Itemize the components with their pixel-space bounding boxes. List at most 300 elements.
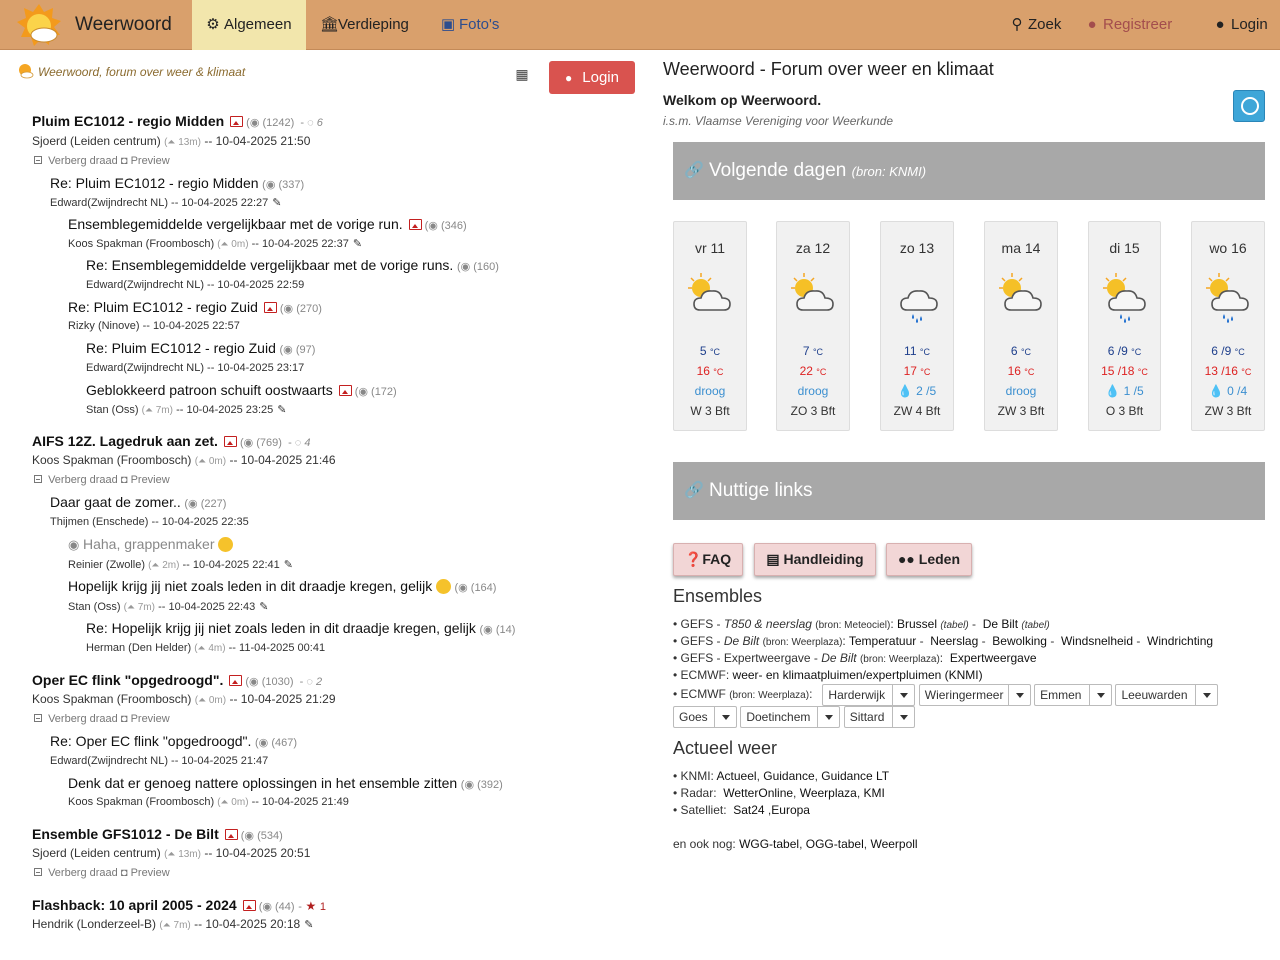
top-navbar <box>0 0 1280 50</box>
drop-icon: 💧 <box>897 384 913 398</box>
collapse-icon <box>34 714 42 722</box>
link-temperatuur[interactable]: Temperatuur <box>848 634 917 648</box>
reply-title[interactable]: Re: Ensemblegemiddelde vergelijkbaar met de vorige runs. <box>86 257 454 273</box>
drop-icon: 💧 <box>1105 384 1121 398</box>
nav-register-label: Registreer <box>1103 16 1173 33</box>
gefs-expert-line: • GEFS - Expertweergave - De Bilt (bron: Weerplaza): Expertweergave <box>673 651 1037 665</box>
ecmwf-select-line-2 <box>673 706 915 728</box>
link-icon: 🔗 <box>684 162 704 179</box>
wind: ZO 3 Bft <box>790 404 836 418</box>
gefs-location: De Bilt <box>723 634 760 648</box>
gefs-label: • GEFS - Expertweergave - <box>673 651 822 665</box>
thread-controls <box>34 474 170 486</box>
forecast-source: (bron: KNMI) <box>851 164 927 179</box>
gefs-location: De Bilt <box>821 651 857 665</box>
reply-row[interactable] <box>68 536 233 553</box>
collapse-icon <box>34 868 42 876</box>
post-meta <box>86 642 325 654</box>
login-button[interactable] <box>549 61 635 94</box>
collapse-icon <box>34 475 42 483</box>
members-label: Leden <box>918 551 961 567</box>
ecmwf-label: • ECMWF: <box>673 668 730 682</box>
view-count: (◉ (769) <box>239 437 282 449</box>
comment-count: - ◌ 6 <box>294 117 323 129</box>
post-date: -- 10-04-2025 23:17 <box>207 362 305 374</box>
precipitation: droog <box>1005 384 1037 398</box>
link-guidance-lt[interactable]: Guidance LT <box>821 769 890 783</box>
nav-search-label: Zoek <box>1028 16 1062 33</box>
reply-row[interactable] <box>86 382 397 398</box>
knmi-line: • KNMI: Actueel, Guidance, Guidance LT <box>673 769 890 783</box>
gefs-label: • GEFS - <box>673 634 724 648</box>
site-subtitle-text: Weerwoord, forum over weer & klimaat <box>38 65 246 79</box>
sun-small-icon <box>16 62 34 80</box>
nav-login-label: Login <box>1231 16 1268 33</box>
links-title: Nuttige links <box>709 480 813 501</box>
gefs-t850-line: • GEFS - T850 & neerslag (bron: Meteociel): Brussel (tabel) - De Bilt (tabel) <box>673 617 1050 631</box>
post-date: -- 10-04-2025 22:35 <box>151 516 249 528</box>
rank: (⏶ 7m) <box>123 602 155 613</box>
temp-min: 6 /9 °C <box>1107 344 1142 358</box>
reply-row[interactable] <box>68 216 467 232</box>
forecast-day <box>1191 221 1265 431</box>
hide-thread-link[interactable]: Verberg draad <box>48 867 118 879</box>
author[interactable]: Sjoerd (Leiden centrum) <box>32 846 161 860</box>
post-date: -- 10-04-2025 23:25 <box>176 404 274 416</box>
author[interactable]: Herman (Den Helder) <box>86 642 192 654</box>
hidden-eye-icon: ◉ <box>68 537 80 552</box>
rank: (⏶ 7m) <box>159 920 191 931</box>
rank: (⏶ 0m) <box>194 456 227 467</box>
temp-max: 13 /16 °C <box>1204 364 1252 378</box>
post-meta <box>86 362 304 374</box>
link-expertweergave[interactable]: Expertweergave <box>949 651 1037 665</box>
ecmwf-knmi-line <box>673 668 983 682</box>
author[interactable]: Reinier (Zwolle) <box>68 559 146 571</box>
post-date: -- 10-04-2025 22:57 <box>142 320 240 332</box>
reply-row[interactable] <box>50 733 297 749</box>
picture-icon <box>409 219 422 230</box>
temp-max: 22 °C <box>799 364 827 378</box>
also-line: en ook nog: WGG-tabel, OGG-tabel, Weerpoll <box>673 837 918 851</box>
gear-icon: ⚙ <box>206 16 220 33</box>
chevron-down-icon <box>1089 685 1111 705</box>
thread-title[interactable]: Oper EC flink "opgedroogd". <box>32 672 224 688</box>
post-date: -- 10-04-2025 22:59 <box>207 279 305 291</box>
post-meta <box>68 237 362 250</box>
user-icon: ● <box>565 71 573 85</box>
author[interactable]: Koos Spakman (Froombosch) <box>32 453 192 467</box>
select-goes[interactable] <box>673 706 737 728</box>
picture-icon <box>230 116 243 127</box>
rank: (⏶ 4m) <box>194 643 226 654</box>
edit-icon[interactable]: ✎ <box>352 238 363 250</box>
comment-count: - ◌ 2 <box>293 676 323 688</box>
temp-min: 6 °C <box>1010 344 1032 358</box>
user-icon: ● <box>1087 16 1097 33</box>
precipitation: 💧 0 /4 <box>1208 384 1248 398</box>
select-value: Wieringermeer <box>924 688 1004 702</box>
reply-title[interactable]: Denk dat er genoeg nattere oplossingen in het ensemble zitten <box>68 775 458 791</box>
chevron-down-icon <box>892 707 914 727</box>
wind: ZW 3 Bft <box>997 404 1045 418</box>
link-wgg-tabel[interactable]: WGG-tabel <box>739 837 800 851</box>
view-count: (◉ (14) <box>479 624 516 636</box>
book-icon: ▤ <box>766 551 784 567</box>
satelliet-line: • Satelliet: Sat24 ,Europa <box>673 803 810 817</box>
gefs-debilt-line: • GEFS - De Bilt (bron: Weerplaza): Temperatuur - Neerslag - Bewolking - Windsnelheid - Windrichting <box>673 634 1214 648</box>
post-meta <box>68 320 240 332</box>
select-value: Emmen <box>1040 688 1082 702</box>
rank: (⏶ 2m) <box>148 560 180 571</box>
university-icon: 🏛 <box>320 16 340 33</box>
view-count: (◉ (1242) <box>246 117 295 129</box>
thread-title-row[interactable] <box>32 826 283 842</box>
knmi-label: • KNMI: <box>673 769 714 783</box>
post-date: -- 10-04-2025 21:29 <box>229 692 336 706</box>
gefs-param: T850 & neerslag <box>723 617 812 631</box>
edit-icon[interactable]: ✎ <box>304 919 314 931</box>
link-weerplaza[interactable]: Weerplaza <box>799 786 857 800</box>
nav-fotos-label: Foto's <box>459 16 500 33</box>
reply-row[interactable] <box>68 299 322 315</box>
author[interactable]: Stan (Oss) <box>86 404 139 416</box>
reply-row[interactable] <box>68 578 496 594</box>
chevron-down-icon <box>1008 685 1030 705</box>
login-button-label: Login <box>582 69 619 86</box>
link-sat24[interactable]: Sat24 <box>733 803 765 817</box>
nav-algemeen[interactable] <box>192 0 306 50</box>
calendar-icon[interactable]: ▦ <box>515 66 529 82</box>
post-meta <box>68 796 349 808</box>
thread-title[interactable]: AIFS 12Z. Lagedruk aan zet. <box>32 433 218 449</box>
post-meta <box>86 279 304 291</box>
select-value: Sittard <box>849 710 885 724</box>
user-icon: ● <box>1215 16 1225 33</box>
thread-title-row[interactable] <box>32 113 323 129</box>
reply-title[interactable]: Geblokkeerd patroon schuift oostwaarts <box>86 382 333 398</box>
thread-title[interactable]: Pluim EC1012 - regio Midden <box>32 113 225 129</box>
preview-link[interactable]: Preview <box>130 155 170 167</box>
author[interactable]: Edward(Zwijndrecht NL) <box>86 362 204 374</box>
picture-icon <box>229 675 242 686</box>
reply-title[interactable]: Re: Pluim EC1012 - regio Zuid <box>68 299 258 315</box>
reply-row[interactable] <box>68 775 503 791</box>
picture-icon <box>224 436 237 447</box>
picture-icon <box>243 900 256 911</box>
hide-thread-link[interactable]: Verberg draad <box>48 713 118 725</box>
author[interactable]: Stan (Oss) <box>68 601 121 613</box>
select-value: Leeuwarden <box>1121 688 1188 702</box>
edit-icon[interactable]: ✎ <box>277 404 287 416</box>
post-date: -- 10-04-2025 21:50 <box>204 134 311 148</box>
link-ecmwf-pluimen[interactable]: weer- en klimaatpluimen/expertpluimen (KNMI) <box>732 668 983 682</box>
post-date: -- 10-04-2025 22:43 <box>158 601 256 613</box>
forecast-title: Volgende dagen <box>709 160 847 181</box>
select-value: Goes <box>679 710 708 724</box>
link-icon: 🔗 <box>684 482 704 499</box>
gefs-label: • GEFS - <box>673 617 724 631</box>
author[interactable]: Koos Spakman (Froombosch) <box>68 238 215 250</box>
search-icon: ⚲ <box>1011 16 1023 33</box>
link-debilt[interactable]: De Bilt <box>982 617 1019 631</box>
precipitation: 💧 1 /5 <box>1105 384 1144 398</box>
author[interactable]: Edward(Zwijndrecht NL) <box>50 197 168 209</box>
reply-title[interactable]: Ensemblegemiddelde vergelijkbaar met de vorige run. <box>68 216 403 232</box>
manual-label: Handleiding <box>783 551 864 567</box>
view-count: (◉ (346) <box>424 220 467 232</box>
preview-link[interactable]: Preview <box>130 713 170 725</box>
also-label: en ook nog: <box>673 837 736 851</box>
wind: W 3 Bft <box>690 404 730 418</box>
twitter-icon[interactable] <box>1233 90 1265 122</box>
view-count: (◉ (392) <box>460 779 503 791</box>
preview-link[interactable]: Preview <box>130 474 170 486</box>
view-count: (◉ (534) <box>240 830 283 842</box>
author[interactable]: Koos Spakman (Froombosch) <box>68 796 215 808</box>
author[interactable]: Edward(Zwijndrecht NL) <box>50 755 168 767</box>
chevron-down-icon <box>1195 685 1217 705</box>
members-button[interactable] <box>886 543 972 576</box>
day-name: zo 13 <box>899 240 935 256</box>
forecast-day <box>880 221 954 431</box>
view-count: (◉ (160) <box>456 261 499 273</box>
thread-controls <box>34 867 170 879</box>
link-guidance[interactable]: Guidance <box>763 769 815 783</box>
preview-icon: ◘ <box>120 713 128 725</box>
radar-line: • Radar: WetterOnline, Weerplaza, KMI <box>673 786 885 800</box>
temp-max: 15 /18 °C <box>1101 364 1148 378</box>
nav-algemeen-label: Algemeen <box>224 16 292 33</box>
post-meta <box>50 196 282 209</box>
link-windsnelheid[interactable]: Windsnelheid <box>1060 634 1134 648</box>
post-date: -- 10-04-2025 22:37 <box>251 238 349 250</box>
hide-thread-link[interactable]: Verberg draad <box>48 474 118 486</box>
reply-row[interactable] <box>86 620 515 636</box>
nav-search[interactable] <box>996 0 1075 50</box>
comment-count: - ◌ 4 <box>281 437 311 449</box>
thread-title-row[interactable] <box>32 433 311 449</box>
post-meta <box>68 600 269 613</box>
faq-button[interactable] <box>673 543 743 576</box>
source-note: (bron: Meteociel) <box>815 620 891 631</box>
reply-title[interactable]: Re: Hopelijk krijg jij niet zoals leden in dit draadje kregen, gelijk <box>86 620 476 636</box>
view-count: (◉ (467) <box>255 737 298 749</box>
precipitation: 💧 2 /5 <box>897 384 937 398</box>
reply-title[interactable]: Re: Pluim EC1012 - regio Zuid <box>86 340 276 356</box>
view-count: (◉ (227) <box>184 498 227 510</box>
reply-title[interactable]: Haha, grappenmaker <box>82 536 215 552</box>
ecmwf-select-line: • ECMWF (bron: Weerplaza): Harderwijk Wieringermeer Emmen Leeuwarden <box>673 684 1218 706</box>
post-meta <box>32 134 310 148</box>
temp-min: 5 °C <box>699 344 721 358</box>
welcome-text: Welkom op Weerwoord. <box>663 92 822 108</box>
radar-label: • Radar: <box>673 786 717 800</box>
post-date: -- 10-04-2025 22:27 <box>171 197 269 209</box>
reply-row[interactable] <box>50 494 226 510</box>
post-meta <box>50 755 268 767</box>
select-emmen[interactable] <box>1034 684 1112 706</box>
picture-icon: ▣ <box>441 16 456 33</box>
satelliet-label: • Satelliet: <box>673 803 727 817</box>
rank: (⏶ 0m) <box>217 239 249 250</box>
preview-icon: ◘ <box>120 155 128 167</box>
link-actueel[interactable]: Actueel <box>716 769 757 783</box>
select-wieringermeer[interactable] <box>919 684 1031 706</box>
link-brussel-table[interactable]: (tabel) <box>940 620 969 631</box>
select-sittard[interactable] <box>844 706 915 728</box>
precipitation: droog <box>694 384 726 398</box>
view-count: (◉ (164) <box>454 582 497 594</box>
select-leeuwarden[interactable] <box>1115 684 1218 706</box>
day-name: wo 16 <box>1209 240 1247 256</box>
link-bewolking[interactable]: Bewolking <box>992 634 1047 648</box>
thread-title-row[interactable] <box>32 672 322 688</box>
link-wetteronline[interactable]: WetterOnline <box>723 786 794 800</box>
post-date: -- 10-04-2025 21:47 <box>171 755 269 767</box>
picture-icon <box>225 829 238 840</box>
select-doetinchem[interactable] <box>740 706 840 728</box>
wind: ZW 4 Bft <box>893 404 941 418</box>
actueel-heading: Actueel weer <box>673 738 778 758</box>
post-meta <box>32 846 310 860</box>
post-date: -- 10-04-2025 22:41 <box>182 559 280 571</box>
chevron-down-icon <box>817 707 839 727</box>
forecast-day <box>984 221 1058 431</box>
nav-fotos[interactable] <box>427 0 513 50</box>
brand-name[interactable]: Weerwoord <box>75 14 172 35</box>
precipitation: droog <box>797 384 829 398</box>
temp-min: 7 °C <box>802 344 824 358</box>
link-windrichting[interactable]: Windrichting <box>1147 634 1214 648</box>
preview-icon: ◘ <box>120 867 128 879</box>
view-count: (◉ (337) <box>262 179 305 191</box>
day-name: ma 14 <box>1001 240 1041 256</box>
site-subtitle <box>16 62 245 80</box>
link-ogg-tabel[interactable]: OGG-tabel <box>805 837 864 851</box>
temp-max: 16 °C <box>696 364 724 378</box>
reply-row[interactable] <box>50 175 304 191</box>
author[interactable]: Edward(Zwijndrecht NL) <box>86 279 204 291</box>
star-count: 1 <box>319 901 327 913</box>
separator: - <box>298 901 302 913</box>
post-meta <box>32 453 336 467</box>
sun-logo-icon[interactable] <box>16 2 62 48</box>
select-harderwijk[interactable] <box>822 684 915 706</box>
star-icon: ★ <box>305 899 317 913</box>
reply-title[interactable]: Re: Oper EC flink "opgedroogd". <box>50 733 252 749</box>
temp-max: 17 °C <box>903 364 931 378</box>
edit-icon[interactable]: ✎ <box>272 197 282 209</box>
question-icon: ❓ <box>684 551 703 567</box>
author[interactable]: Sjoerd (Leiden centrum) <box>32 134 161 148</box>
nav-verdieping-label: Verdieping <box>338 16 409 33</box>
post-meta <box>86 403 287 416</box>
post-date: -- 10-04-2025 20:18 <box>194 917 301 931</box>
laughing-emoji-icon <box>218 537 233 552</box>
chevron-down-icon <box>714 707 736 727</box>
link-weerpoll[interactable]: Weerpoll <box>870 837 918 851</box>
author[interactable]: Rizky (Ninove) <box>68 320 140 332</box>
select-value: Harderwijk <box>828 688 886 702</box>
ecmwf-label: • ECMWF <box>673 687 726 702</box>
reply-title[interactable]: Re: Pluim EC1012 - regio Midden <box>50 175 259 191</box>
picture-icon <box>264 302 277 313</box>
reply-title[interactable]: Hopelijk krijg jij niet zoals leden in dit draadje kregen, gelijk <box>68 578 433 594</box>
thread-controls <box>34 155 170 167</box>
edit-icon[interactable]: ✎ <box>259 601 269 613</box>
author[interactable]: Hendrik (Londerzeel-B) <box>32 917 157 931</box>
forecast-day <box>673 221 747 431</box>
drop-icon: 💧 <box>1208 384 1224 398</box>
rank: (⏶ 7m) <box>141 405 173 416</box>
chevron-down-icon <box>892 685 914 705</box>
manual-button[interactable] <box>754 543 876 576</box>
reply-title[interactable]: Daar gaat de zomer.. <box>50 494 181 510</box>
select-value: Doetinchem <box>746 710 811 724</box>
thread-controls <box>34 713 170 725</box>
post-date: -- 10-04-2025 21:49 <box>251 796 349 808</box>
hide-thread-link[interactable]: Verberg draad <box>48 155 118 167</box>
forecast-panel-header <box>673 142 1265 200</box>
links-panel-header <box>673 462 1265 520</box>
wind: ZW 3 Bft <box>1204 404 1252 418</box>
link-brussel[interactable]: Brussel <box>896 617 937 631</box>
page-title: Weerwoord - Forum over weer en klimaat <box>663 59 994 79</box>
nav-verdieping[interactable] <box>306 0 423 50</box>
picture-icon <box>339 385 352 396</box>
post-meta <box>32 692 336 706</box>
link-debilt-table[interactable]: (tabel) <box>1021 620 1050 631</box>
forecast-day <box>776 221 850 431</box>
temp-max: 16 °C <box>1007 364 1035 378</box>
edit-icon[interactable]: ✎ <box>283 559 293 571</box>
author[interactable]: Thijmen (Enschede) <box>50 516 149 528</box>
wink-emoji-icon <box>436 579 451 594</box>
day-name: vr 11 <box>694 240 726 256</box>
temp-min: 11 °C <box>904 344 930 358</box>
thread-title-row[interactable] <box>32 897 326 913</box>
view-count: (◉ (270) <box>279 303 322 315</box>
reply-row[interactable] <box>86 340 315 356</box>
nav-register[interactable] <box>1071 0 1186 50</box>
link-neerslag[interactable]: Neerslag <box>930 634 979 648</box>
thread-title[interactable]: Flashback: 10 april 2005 - 2024 <box>32 897 237 913</box>
users-icon: ●● <box>897 551 919 567</box>
day-name: di 15 <box>1109 240 1140 256</box>
link-kmi[interactable]: KMI <box>863 786 885 800</box>
view-count: (◉ (172) <box>354 386 397 398</box>
preview-link[interactable]: Preview <box>130 867 170 879</box>
wind: O 3 Bft <box>1105 404 1144 418</box>
nav-login[interactable] <box>1199 0 1280 50</box>
link-europa[interactable]: Europa <box>771 803 810 817</box>
source-note: (bron: Weerplaza) <box>729 690 810 702</box>
rank: (⏶ 13m) <box>164 137 201 148</box>
collapse-icon <box>34 156 42 164</box>
temp-min: 6 /9 °C <box>1211 344 1245 358</box>
author[interactable]: Koos Spakman (Froombosch) <box>32 692 192 706</box>
rank: (⏶ 0m) <box>217 797 249 808</box>
post-date: -- 10-04-2025 20:51 <box>204 846 311 860</box>
comment-icon: ◌ <box>307 117 314 129</box>
source-note: (bron: Weerplaza) <box>859 654 940 665</box>
ensembles-heading: Ensembles <box>673 586 763 606</box>
faq-label: FAQ <box>702 551 732 567</box>
view-count: (◉ (44) <box>258 901 295 913</box>
reply-row[interactable] <box>86 257 499 273</box>
thread-title[interactable]: Ensemble GFS1012 - De Bilt <box>32 826 219 842</box>
